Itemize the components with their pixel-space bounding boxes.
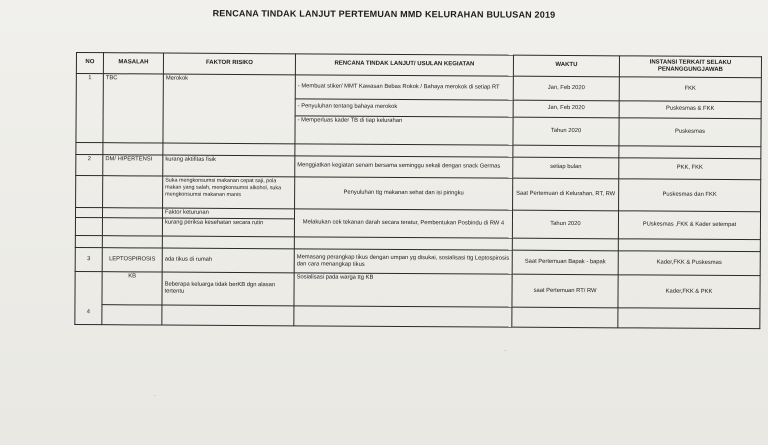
waktu-cell: Tahun 2020 xyxy=(513,117,619,146)
masalah-cell: LEPTOSPIROSIS xyxy=(102,248,162,272)
waktu-cell: Saat Pertemuan Bapak - bapak xyxy=(512,250,618,275)
rencana-cell: Menggiatkan kegiatan senam bersama seminggu sekali dengan snack Germas xyxy=(295,156,513,178)
document-title: RENCANA TINDAK LANJUT PERTEMUAN MMD KELURAHAN BULUSAN 2019 xyxy=(212,8,556,20)
stray-mark: · xyxy=(154,393,156,399)
instansi-cell: Puskesmas xyxy=(619,118,761,147)
rencana-cell: Melakukan cek tekanan darah secara teratur, Pembentukan Posbindu di RW 4 xyxy=(294,209,512,239)
instansi-cell: PUskesmas ,FKK & Kader setempat xyxy=(618,211,760,240)
header-no: NO xyxy=(76,53,103,74)
header-instansi: INSTANSI TERKAIT SELAKU PENANGGUNGJAWAB xyxy=(619,56,761,78)
rencana-cell: - Membuat stiker/ MMT Kawasan Bebas Rokok / Bahaya merokok di setiap RT xyxy=(295,75,513,100)
faktor-cell: Beberapa keluarga tidak berKB dgn alasan tertentu xyxy=(162,272,294,306)
instansi-cell: FKK xyxy=(619,77,761,102)
waktu-cell: Jan, Feb 2020 xyxy=(513,100,619,118)
instansi-cell: Puskesmas dan FKK xyxy=(619,179,761,212)
table-row xyxy=(75,272,760,309)
rencana-cell: Sosialisasi pada warga ttg KB xyxy=(294,273,512,307)
faktor-cell: kurang periksa kesehatan secara rutin xyxy=(162,218,294,237)
table-row xyxy=(76,176,761,212)
waktu-cell: setiap bulan xyxy=(513,157,619,179)
faktor-cell: kurang aktifitas fisik xyxy=(163,155,295,177)
action-plan-table xyxy=(74,52,762,329)
header-waktu: WAKTU xyxy=(513,55,619,77)
rencana-cell: Memasang perangkap tikus dengan umpan yg disukai, sosialisasi ttg Leptospirosis dan cara menangkap tikus xyxy=(294,249,512,274)
instansi-cell: PKK, FKK xyxy=(619,158,761,180)
instansi-cell: Kader,FKK & Puskesmas xyxy=(618,251,760,276)
row-number: 3 xyxy=(75,248,102,272)
instansi-cell: Puskesmas & FKK xyxy=(619,101,761,119)
stray-mark: · xyxy=(504,348,506,354)
rencana-cell: - Memperluas kader TB di tiap kelurahan xyxy=(295,116,513,145)
masalah-cell: KB xyxy=(102,272,162,305)
waktu-cell: Tahun 2020 xyxy=(512,210,618,239)
spacer-row xyxy=(75,305,760,329)
table-row xyxy=(76,74,761,102)
row-number: 4 xyxy=(75,272,102,325)
waktu-cell: saat Pertemuan RT/ RW xyxy=(512,274,618,308)
faktor-cell: Merokok xyxy=(163,74,295,144)
header-rencana: RENCANA TINDAK LANJUT/ USULAN KEGIATAN xyxy=(295,54,513,76)
masalah-cell: DM/ HIPERTENSI xyxy=(103,155,163,176)
masalah-cell: TBC xyxy=(103,74,163,143)
instansi-cell: Kader,FKK & PKK xyxy=(618,275,760,309)
faktor-cell: Faktor keturunan xyxy=(162,208,294,219)
header-faktor-risiko: FAKTOR RISIKO xyxy=(163,53,295,75)
faktor-cell: ada tikus di rumah xyxy=(162,248,294,273)
header-masalah: MASALAH xyxy=(103,53,163,74)
row-number: 1 xyxy=(76,74,103,143)
waktu-cell: Jan, Feb 2020 xyxy=(513,76,619,101)
faktor-cell: Suka mengkonsumsi makanan cepat saji, pola makan yang salah, mengkonsumsi alkohol, suka mengkonsumsi makanan manis xyxy=(163,176,295,209)
rencana-cell: Penyuluhan ttg makanan sehat dan isi piringku xyxy=(295,177,513,210)
row-number: 2 xyxy=(76,155,103,176)
rencana-cell: - Penyuluhan tentang bahaya merokok xyxy=(295,99,513,117)
waktu-cell: Saat Pertemuan di Kelurahan, RT, RW xyxy=(513,178,619,211)
